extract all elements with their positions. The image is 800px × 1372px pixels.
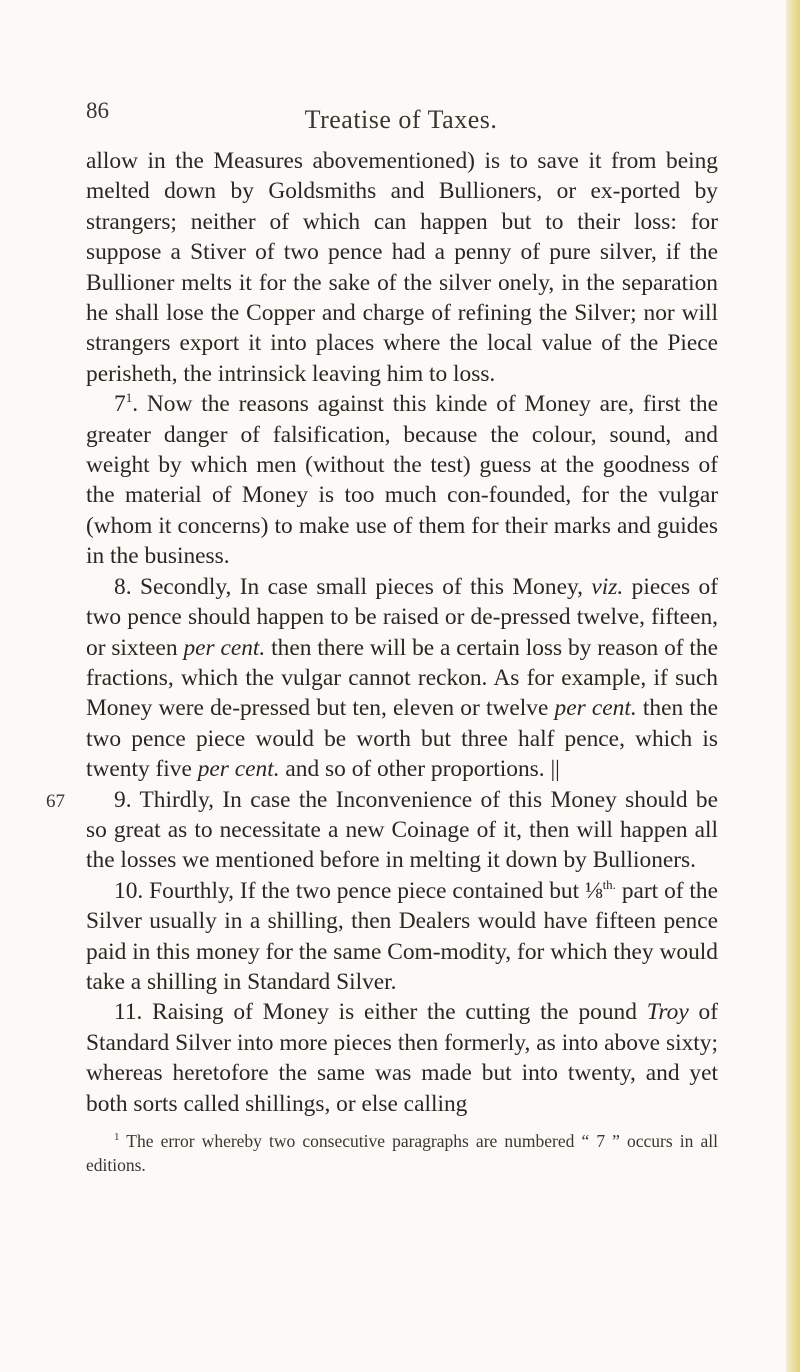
text-run: pieces of two pence should happen to be raised or de-pressed twelve, fifteen, or sixteen <box>86 573 719 661</box>
italic-run: per cent. <box>554 695 637 722</box>
text-run: part of the Silver usually in a shilling, then Dealers would have fifteen pence paid in this money for the same Com-modity, for which they would take a shilling in Standard Silver. <box>86 877 719 995</box>
fraction-suffix: th. <box>602 876 616 892</box>
paragraph-text: 9. Thirdly, In case the Inconvenience of this Money should be so great as to necessitate a new Coinage of it, then will happen all the losses we mentioned before in melting it down by Bullioners. <box>86 786 718 874</box>
page-number: 86 <box>86 98 109 123</box>
text-run: and so of other proportions. || <box>279 756 560 783</box>
footnote-marker: 1 <box>114 1131 120 1144</box>
paragraph-intro: allow in the Measures abovementioned) is to save it from being melted down by Goldsmiths and Bullioners, or ex-ported by strangers; neither of which can happen but to their loss: for suppose a Stiver of two pence had a penny of pure silver, if the Bullioner melts it for the sake of the silver onely, in the separation he shall lose the Copper and charge of refining the Silver; nor will strangers export it into places where the local value of the Piece perisheth, the intrinsick leaving him to loss. <box>86 148 718 387</box>
text-run: 8. Secondly, In case small pieces of this Money, <box>114 573 592 600</box>
page-edge <box>786 0 800 1372</box>
italic-run: viz. <box>591 573 624 600</box>
paragraph-11 <box>86 997 718 1119</box>
italic-run: per cent. <box>197 756 280 783</box>
paragraph-7 <box>86 389 718 571</box>
paragraph-8 <box>86 572 718 785</box>
footnote <box>86 1129 718 1177</box>
paragraph-text: . Now the reasons against this kinde of Money are, first the greater danger of falsification, because the colour, sound, and weight by which men (without the test) guess at the goodness of the material of Money is too much con-founded, for the vulgar (whom it concerns) to make use of them for their marks and guides in the business. <box>86 391 718 570</box>
running-head-title: Treatise of Taxes. <box>304 105 498 134</box>
paragraph-9 <box>46 785 718 876</box>
text-run: 10. Fourthly, If the two pence piece contained but <box>114 877 586 904</box>
fraction: ⅛ <box>585 877 603 904</box>
paragraph-number: 7 <box>114 391 126 418</box>
body-text <box>46 146 719 1195</box>
text-run: 11. Raising of Money is either the cutting the pound <box>114 999 647 1026</box>
footnote-ref: 1 <box>125 390 133 406</box>
paragraph-10 <box>86 876 718 998</box>
text-run: then there will be a certain loss by reason of the fractions, which the vulgar cannot reckon. As for example, if such Money were de-pressed but ten, eleven or twelve <box>86 634 718 722</box>
footnote-text: The error whereby two consecutive paragraphs are numbered “ 7 ” occurs in all editions. <box>86 1131 718 1175</box>
italic-run: Troy <box>646 999 689 1026</box>
text-run: then the two pence piece would be worth but three half pence, which is twenty five <box>86 695 718 783</box>
margin-page-note: 67 <box>46 790 65 812</box>
italic-run: per cent. <box>183 634 266 661</box>
text-run: of Standard Silver into more pieces then formerly, as into above sixty; whereas heretofore the same was made but into twenty, and yet both sorts called shillings, or else calling <box>86 999 718 1117</box>
